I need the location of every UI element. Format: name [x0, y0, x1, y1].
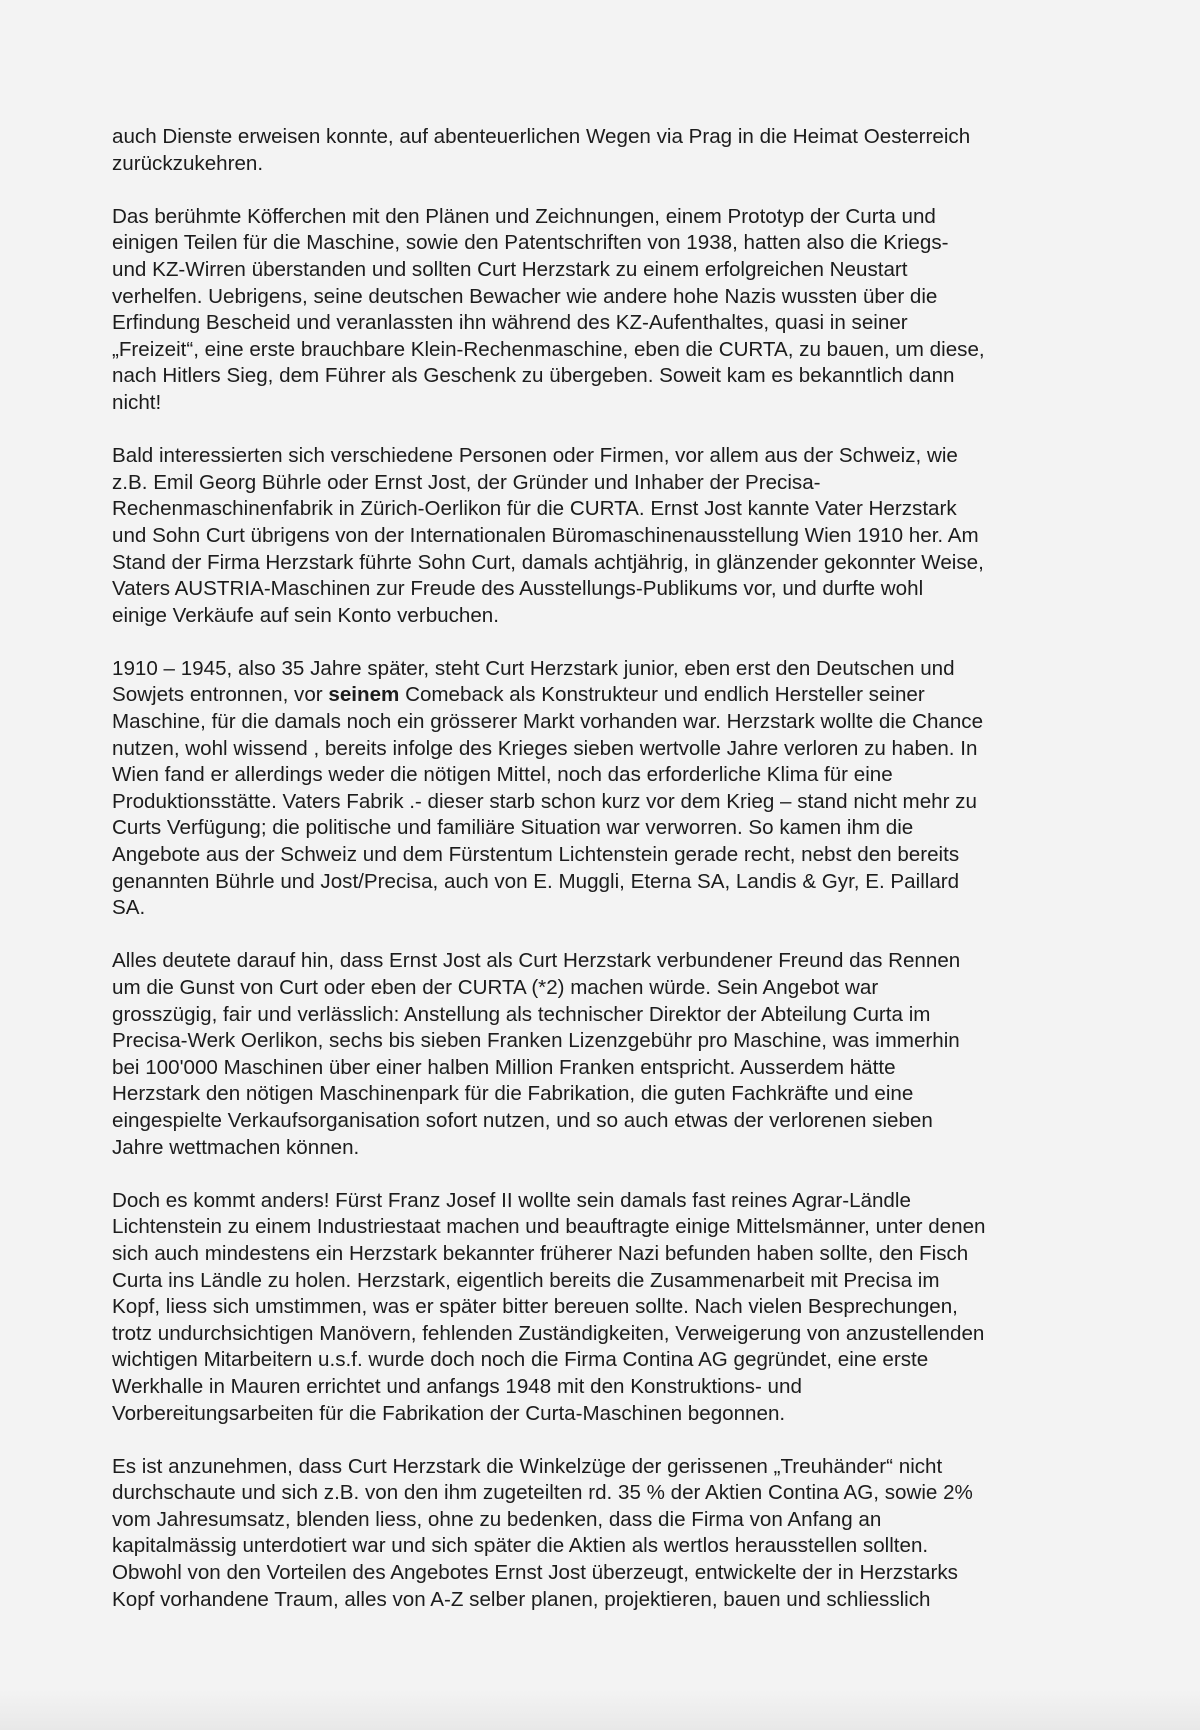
text-line: Stand der Firma Herzstark führte Sohn Curt, damals achtjährig, in glänzender gekonnter Weise, [112, 550, 984, 574]
text-line: vom Jahresumsatz, blenden liess, ohne zu bedenken, dass die Firma von Anfang an [112, 1507, 882, 1531]
paragraph [112, 124, 1072, 177]
text-line: wichtigen Mitarbeitern u.s.f. wurde doch noch die Firma Contina AG gegründet, eine erste [112, 1348, 929, 1372]
emphasized-word: seinem [328, 683, 400, 707]
text-line: genannten Bührle und Jost/Precisa, auch von E. Muggli, Eterna SA, Landis & Gyr, E. Paillard [112, 869, 960, 893]
text-line: SA. [112, 896, 146, 920]
text-line: Rechenmaschinenfabrik in Zürich-Oerlikon für die CURTA. Ernst Jost kannte Vater Herzstark [112, 497, 957, 521]
text-line: Erfindung Bescheid und veranlassten ihn während des KZ-Aufenthaltes, quasi in seiner [112, 311, 908, 335]
text-line: Kopf, liess sich umstimmen, was er später bitter bereuen sollte. Nach vielen Besprechungen, [112, 1295, 958, 1319]
text-line: z.B. Emil Georg Bührle oder Ernst Jost, der Gründer und Inhaber der Precisa- [112, 470, 821, 494]
text-line: nutzen, wohl wissend , bereits infolge des Krieges sieben wertvolle Jahre verloren zu haben. In [112, 736, 978, 760]
scan-shadow [0, 1690, 1200, 1730]
text-line: Jahre wettmachen können. [112, 1135, 360, 1159]
paragraph [112, 204, 1072, 417]
text-line: kapitalmässig unterdotiert war und sich später die Aktien als wertlos herausstellen sollten. [112, 1534, 929, 1558]
text-line: nach Hitlers Sieg, dem Führer als Geschenk zu übergeben. Soweit kam es bekanntlich dann [112, 364, 955, 388]
text-line: Lichtenstein zu einem Industriestaat machen und beauftragte einige Mittelsmänner, unter denen [112, 1215, 986, 1239]
text-line: nicht! [112, 390, 162, 414]
text-line: Vorbereitungsarbeiten für die Fabrikation der Curta-Maschinen begonnen. [112, 1401, 786, 1425]
paragraph [112, 1454, 1072, 1614]
paragraph [112, 443, 1072, 629]
text-line: Wien fand er allerdings weder die nötigen Mittel, noch das erforderliche Klima für eine [112, 763, 893, 787]
body-text [112, 124, 1072, 1613]
text-line: Curta ins Ländle zu holen. Herzstark, eigentlich bereits die Zusammenarbeit mit Precisa im [112, 1268, 940, 1292]
text-line: Angebote aus der Schweiz und dem Fürstentum Lichtenstein gerade recht, nebst den bereits [112, 843, 960, 867]
text-line: und Sohn Curt übrigens von der Internationalen Büromaschinenausstellung Wien 1910 her. Am [112, 523, 979, 547]
text-line: auch Dienste erweisen konnte, auf abenteuerlichen Wegen via Prag in die Heimat Oesterreich [112, 125, 971, 148]
text-line: grosszügig, fair und verlässlich: Anstellung als technischer Direktor der Abteilung Curta im [112, 1002, 931, 1026]
text-line: um die Gunst von Curt oder eben der CURTA (*2) machen würde. Sein Angebot war [112, 976, 879, 999]
text-line: Precisa-Werk Oerlikon, sechs bis sieben Franken Lizenzgebühr pro Maschine, was immerhin [112, 1029, 960, 1053]
text-line: und KZ-Wirren überstanden und sollten Curt Herzstark zu einem erfolgreichen Neustart [112, 257, 908, 281]
text-line: bei 100'000 Maschinen über einer halben Million Franken entspricht. Ausserdem hätte [112, 1055, 896, 1079]
text-line: einigen Teilen für die Maschine, sowie den Patentschriften von 1938, hatten also die Kriegs- [112, 231, 949, 255]
text-line: Doch es kommt anders! Fürst Franz Josef II wollte sein damals fast reines Agrar-Ländle [112, 1188, 911, 1212]
text-line: trotz undurchsichtigen Manövern, fehlenden Zuständigkeiten, Verweigerung von anzustellenden [112, 1321, 985, 1345]
paragraph [112, 1188, 1072, 1427]
text-line: Obwohl von den Vorteilen des Angebotes Ernst Jost überzeugt, entwickelte der in Herzstarks [112, 1561, 958, 1585]
paragraph [112, 656, 1072, 922]
text-line: sich auch mindestens ein Herzstark bekannter früherer Nazi befunden haben sollte, den Fisch [112, 1241, 969, 1265]
text-line: Es ist anzunehmen, dass Curt Herzstark die Winkelzüge der gerissenen „Treuhänder“ nicht [112, 1454, 943, 1478]
text-line: Curts Verfügung; die politische und familiäre Situation war verworren. So kamen ihm die [112, 816, 914, 840]
text-line: verhelfen. Uebrigens, seine deutschen Bewacher wie andere hohe Nazis wussten über die [112, 284, 938, 308]
text-line: eingespielte Verkaufsorganisation sofort nutzen, und so auch etwas der verlorenen sieben [112, 1108, 933, 1132]
text-line: Vaters AUSTRIA-Maschinen zur Freude des Ausstellungs-Publikums vor, und durfte wohl [112, 577, 924, 601]
text-line: „Freizeit“, eine erste brauchbare Klein-Rechenmaschine, eben die CURTA, zu bauen, um diese, [112, 337, 985, 361]
text-line: Alles deutete darauf hin, dass Ernst Jost als Curt Herzstark verbundener Freund das Rennen [112, 949, 961, 973]
text-line: Sowjets entronnen, vor seinem Comeback als Konstrukteur und endlich Hersteller seiner [112, 683, 925, 707]
text-line: einige Verkäufe auf sein Konto verbuchen. [112, 603, 499, 627]
text-line: Kopf vorhandene Traum, alles von A-Z selber planen, projektieren, bauen und schliesslich [112, 1587, 931, 1611]
text-line: durchschaute und sich z.B. von den ihm zugeteilten rd. 35 % der Aktien Contina AG, sowie 2% [112, 1481, 973, 1505]
paragraph [112, 948, 1072, 1161]
text-line: Maschine, für die damals noch ein grösserer Markt vorhanden war. Herzstark wollte die Chance [112, 710, 984, 734]
text-line: 1910 – 1945, also 35 Jahre später, steht Curt Herzstark junior, eben erst den Deutschen und [112, 656, 955, 680]
text-line: Bald interessierten sich verschiedene Personen oder Firmen, vor allem aus der Schweiz, wie [112, 444, 958, 468]
text-line: zurückzukehren. [112, 151, 264, 175]
text-line: Das berühmte Köfferchen mit den Plänen und Zeichnungen, einem Prototyp der Curta und [112, 204, 936, 228]
text-line: Herzstark den nötigen Maschinenpark für die Fabrikation, die guten Fachkräfte und eine [112, 1082, 914, 1106]
text-line: Werkhalle in Mauren errichtet und anfangs 1948 mit den Konstruktions- und [112, 1374, 802, 1398]
text-line: Produktionsstätte. Vaters Fabrik .- dieser starb schon kurz vor dem Krieg – stand nicht mehr zu [112, 789, 977, 813]
